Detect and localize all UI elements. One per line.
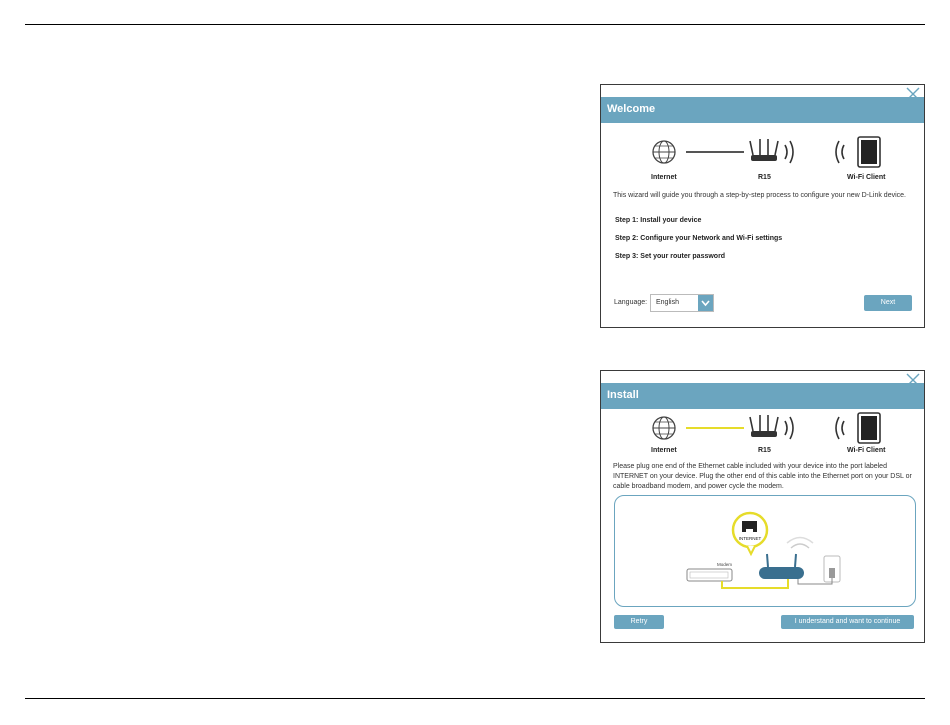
- language-value: English: [656, 299, 679, 306]
- step-2: Step 2: Configure your Network and Wi-Fi settings: [615, 235, 783, 242]
- internet-label: Internet: [651, 447, 677, 454]
- language-label: Language:: [614, 299, 648, 306]
- wifi-waves-icon: [785, 417, 793, 439]
- port-label: INTERNET: [738, 536, 762, 541]
- install-dialog: [600, 370, 925, 643]
- router-label: R15: [758, 447, 771, 454]
- client-label: Wi-Fi Client: [847, 174, 886, 181]
- tablet-icon: [858, 137, 880, 167]
- welcome-dialog: [600, 84, 925, 328]
- bottom-rule: [25, 698, 925, 699]
- step-3: Step 3: Set your router password: [615, 253, 726, 260]
- language-select[interactable]: [650, 294, 714, 312]
- wifi-waves-left-icon: [836, 417, 844, 439]
- close-icon[interactable]: [904, 85, 922, 103]
- router-icon: [750, 415, 778, 437]
- close-icon[interactable]: [904, 371, 922, 389]
- top-rule: [25, 24, 925, 25]
- client-label: Wi-Fi Client: [847, 447, 886, 454]
- install-title-bar: [601, 383, 924, 409]
- router-icon: [750, 139, 778, 161]
- step-1: Step 1: Install your device: [615, 217, 702, 224]
- install-instructions: Please plug one end of the Ethernet cable included with your device into the port labeled INTERNET on your device. Plug the other end of this cable into the Ethernet port on your DSL or cable broadband modem, and power cycle the modem.: [613, 463, 912, 490]
- retry-button[interactable]: Retry: [614, 615, 664, 629]
- chevron-down-icon[interactable]: [698, 295, 713, 311]
- router-label: R15: [758, 174, 771, 181]
- globe-icon: [653, 141, 675, 163]
- wifi-waves-icon: [785, 141, 793, 163]
- wifi-waves-left-icon: [836, 141, 844, 163]
- cable-diagram: [615, 496, 915, 606]
- welcome-title-bar: [601, 97, 924, 123]
- modem-label: Modem: [717, 562, 733, 567]
- internet-label: Internet: [651, 174, 677, 181]
- next-button[interactable]: Next: [864, 295, 912, 311]
- continue-button[interactable]: I understand and want to continue: [781, 615, 914, 629]
- tablet-icon: [858, 413, 880, 443]
- install-title: Install: [607, 389, 639, 401]
- install-illustration: [614, 495, 916, 607]
- welcome-title: Welcome: [607, 103, 656, 115]
- intro-text: This wizard will guide you through a step-by-step process to configure your new D-Link device.: [613, 192, 906, 199]
- globe-icon: [653, 417, 675, 439]
